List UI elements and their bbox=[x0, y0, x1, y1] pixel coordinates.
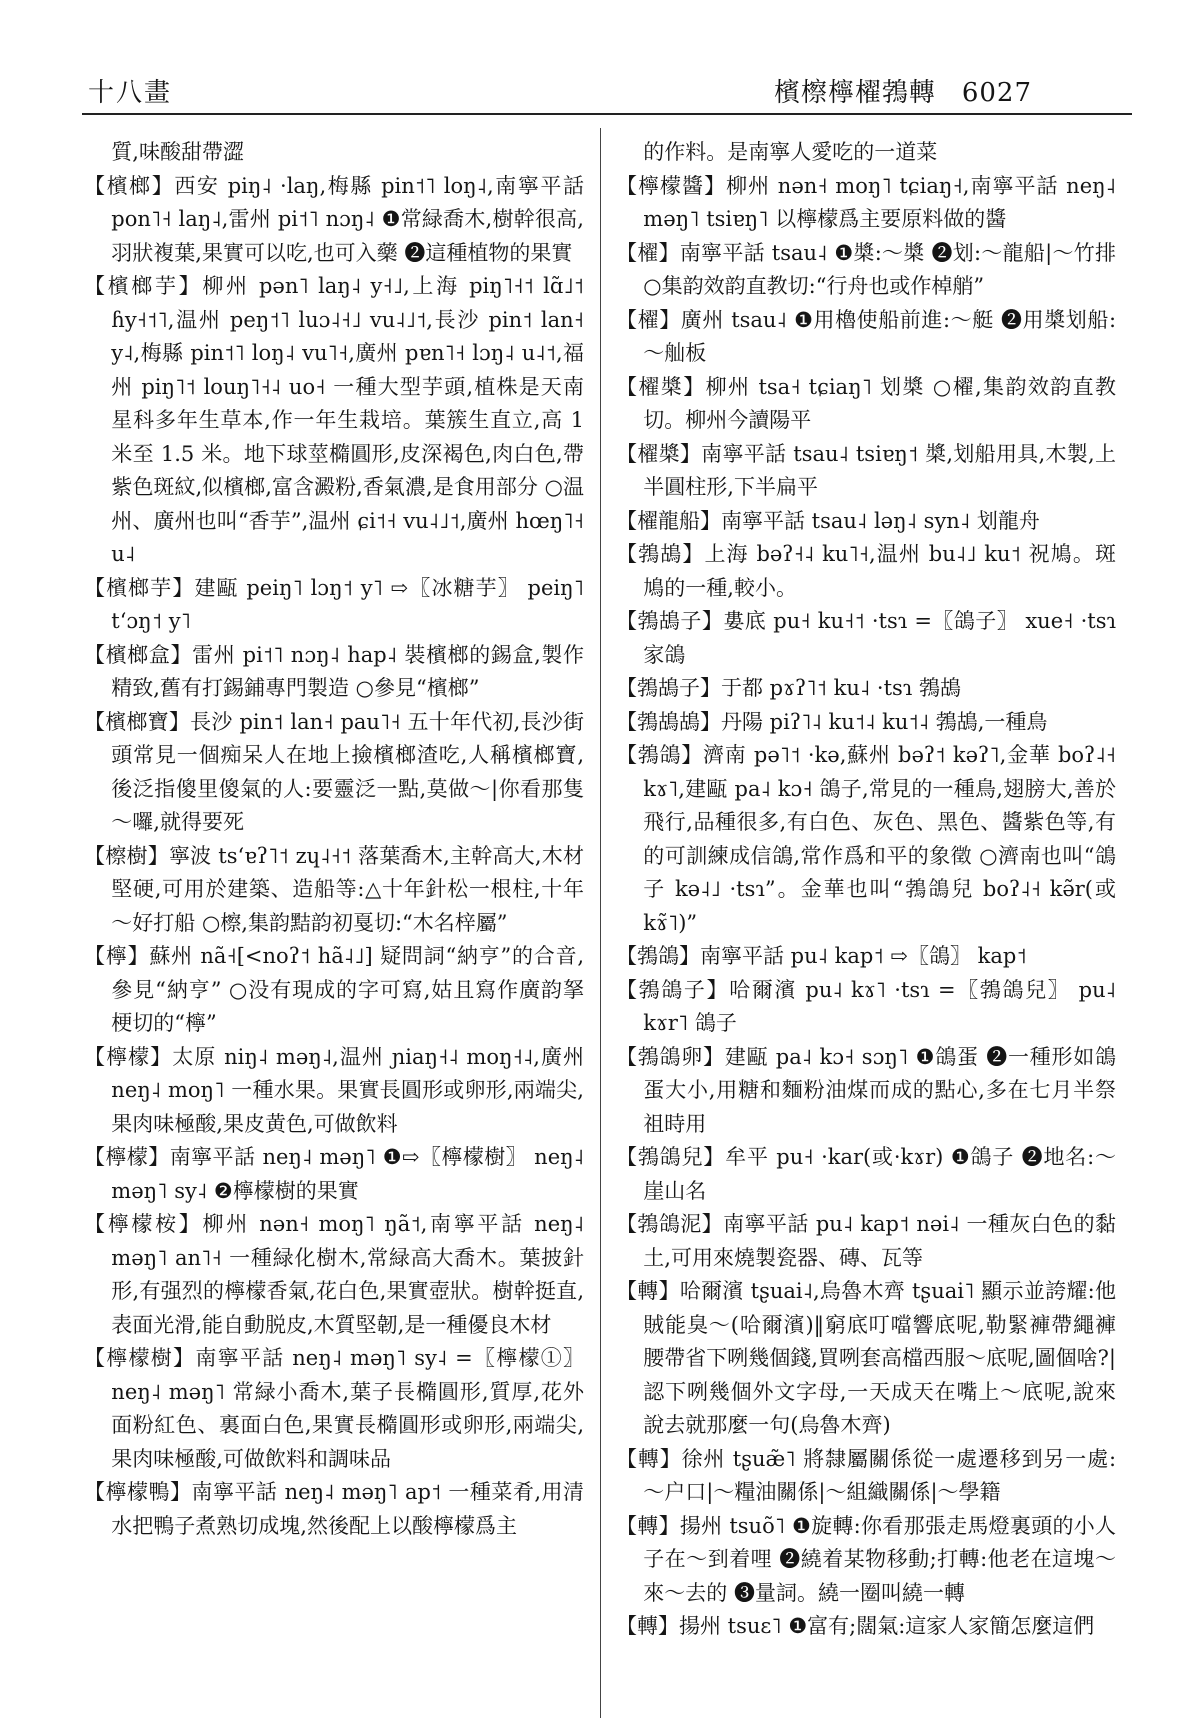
entry-definition: 哈爾濱 tʂuai˨,烏魯木齊 tʂuai˥ 顯示並誇耀:他賊能臭～(哈爾濱)‖窮底叮噹響底呢,勒緊褲帶繩褲腰帶省下咧幾個錢,買咧套高檔西服～底呢,圖個啥?|認下咧幾個外文字母,一天成天在嘴上～底呢,說來說去就那麼一句(烏魯木齊) bbox=[643, 1279, 1117, 1437]
dictionary-entry bbox=[84, 940, 584, 1041]
dictionary-entry bbox=[616, 505, 1116, 539]
entry-definition: 柳州 nən˧ moŋ˥ tɕiaŋ˧,南寧平話 neŋ˨ məŋ˥ tsiɐŋ˥ 以檸檬爲主要原料做的醬 bbox=[643, 173, 1117, 231]
right-column bbox=[616, 136, 1116, 1644]
entry-definition: 柳州 nən˧ moŋ˥ ŋã˦,南寧平話 neŋ˨ məŋ˥ an˥˧ 一種緑化樹木,常緑高大喬木。葉披針形,有强烈的檸檬香氣,花白色,果實壺狀。樹幹挺直,表面光滑,能自動脱皮,木質堅韌,是一種優良木材 bbox=[111, 1212, 585, 1337]
dictionary-entry bbox=[84, 639, 584, 706]
entry-headword: 【 檳榔芋 】 bbox=[84, 274, 202, 298]
dictionary-entry bbox=[616, 1208, 1116, 1275]
dictionary-entry bbox=[616, 739, 1116, 940]
entry-headword: 【 櫂 】 bbox=[616, 308, 681, 332]
header-characters: 檳檫檸櫂鵓轉 bbox=[773, 78, 936, 108]
entry-headword: 【 鵓鴣子 】 bbox=[616, 676, 721, 700]
entry-headword: 【 檸檬 】 bbox=[84, 1045, 172, 1069]
dictionary-entry bbox=[616, 1510, 1116, 1611]
dictionary-entry bbox=[84, 136, 584, 170]
entry-headword: 【 鵓鴿泥 】 bbox=[616, 1212, 723, 1236]
entry-headword: 【 櫂龍船 】 bbox=[616, 509, 721, 533]
dictionary-entry bbox=[616, 605, 1116, 672]
entry-headword: 【 檸檬醬 】 bbox=[616, 174, 726, 198]
entry-headword: 【 櫂槳 】 bbox=[616, 442, 701, 466]
entry-definition: 太原 niŋ˨ məŋ˨,温州 ɲiaŋ˧˨ moŋ˧˨,廣州 neŋ˨ moŋ˥ 一種水果。果實長圓形或卵形,兩端尖,果肉味極酸,果皮黄色,可做飲料 bbox=[111, 1044, 585, 1136]
dictionary-entry bbox=[616, 170, 1116, 237]
dictionary-entry bbox=[84, 1208, 584, 1342]
entry-definition: 建甌 pa˨ kɔ˧ sɔŋ˥ ❶鴿蛋 ❷一種形如鴿蛋大小,用糖和麵粉油煤而成的點心,多在七月半祭祖時用 bbox=[643, 1044, 1116, 1136]
entry-headword: 【 檸檬樹 】 bbox=[84, 1346, 195, 1370]
entry-definition: 于都 pɤʔ˥˦ ku˨ ·tsɿ 鵓鴣 bbox=[721, 676, 961, 700]
dictionary-entry bbox=[616, 1041, 1116, 1142]
dictionary-entry bbox=[616, 672, 1116, 706]
dictionary-entry bbox=[616, 438, 1116, 505]
entry-definition: 揚州 tsuõ˥ ❶旋轉:你看那張走馬燈裏頭的小人子在～到着哩 ❷繞着某物移動;打轉:他老在這塊～來～去的 ❸量詞。繞一圈叫繞一轉 bbox=[643, 1513, 1117, 1605]
dictionary-entry bbox=[616, 1610, 1116, 1644]
dictionary-entry bbox=[616, 371, 1116, 438]
dictionary-entry bbox=[84, 170, 584, 271]
entry-headword: 【 轉 】 bbox=[616, 1447, 682, 1471]
dictionary-entry bbox=[84, 706, 584, 840]
entry-definition: 南寧平話 pu˨ kap˦ nəi˨ 一種灰白色的黏土,可用來燒製瓷器、磚、瓦等 bbox=[643, 1212, 1117, 1270]
dictionary-entry bbox=[84, 1476, 584, 1543]
dictionary-entry bbox=[616, 940, 1116, 974]
dictionary-entry bbox=[84, 1141, 584, 1208]
entry-definition: 長沙 pin˦ lan˧ pau˥˧ 五十年代初,長沙街頭常見一個痴呆人在地上撿檳榔渣吃,人稱檳榔寶,後泛指傻里傻氣的人:要靈泛一點,莫做～|你看那隻～囉,就得要死 bbox=[111, 709, 585, 834]
dictionary-entry bbox=[616, 1275, 1116, 1443]
dictionary-entry bbox=[84, 572, 584, 639]
dictionary-entry bbox=[616, 237, 1116, 304]
entry-headword: 【 檳榔寶 】 bbox=[84, 710, 190, 734]
entry-definition: 質,味酸甜帶澀 bbox=[111, 140, 244, 164]
entry-definition: 的作料。是南寧人愛吃的一道菜 bbox=[643, 140, 938, 164]
entry-headword: 【 鵓鴿兒 】 bbox=[616, 1145, 725, 1169]
dictionary-entry bbox=[616, 136, 1116, 170]
entry-headword: 【 鵓鴣 】 bbox=[616, 542, 704, 566]
entry-definition: 丹陽 piʔ˥˨ ku˦˨ ku˦˨ 鵓鴣,一種鳥 bbox=[721, 709, 1048, 734]
entry-definition: 建甌 peiŋ˥ lɔŋ˦ y˥ ⇨〖冰糖芋〗 peiŋ˥ tʻɔŋ˦ y˥ bbox=[111, 575, 585, 633]
dictionary-entry bbox=[84, 840, 584, 941]
header-rule bbox=[82, 113, 1132, 115]
entry-headword: 【 轉 】 bbox=[616, 1614, 679, 1638]
entry-definition: 寧波 tsʻɐʔ˥˦ zɥ˨˧˦ 落葉喬木,主幹高大,木材堅硬,可用於建築、造船等:△十年針松一根柱,十年～好打船 ○檫,集韵黠韵初戛切:“木名梓屬” bbox=[111, 843, 585, 935]
entry-headword: 【 轉 】 bbox=[616, 1279, 680, 1303]
dictionary-entry bbox=[616, 538, 1116, 605]
entry-headword: 【 轉 】 bbox=[616, 1514, 680, 1538]
entry-definition: 柳州 tsa˧ tɕiaŋ˥ 划槳 ○櫂,集韵效韵直教切。柳州今讀陽平 bbox=[643, 374, 1117, 432]
entry-headword: 【 檸 】 bbox=[84, 944, 149, 968]
entry-definition: 牟平 pu˧ ·kar(或·kɤr) ❶鴿子 ❷地名:～崖山名 bbox=[643, 1145, 1117, 1203]
entry-definition: 柳州 pən˥ laŋ˨ y˧˩,上海 piŋ˥˧˦ lɑ̃˩˦ ɦy˧˦˥,温州 peŋ˦˥ luɔ˨˧˩ vu˨˩˦,長沙 pin˦ lan˧ y˨,梅縣 pin˦˥ loŋ˨ vu˥˧,廣州 pɐn˥˧ lɔŋ˨ u˨˦,福州 piŋ˥˦ louŋ˥˧˨ uo˧ 一種大型芋頭,植株是天南星科多年生草本,作一年生栽培。葉簇生直立,高 1 米至 1.5 米。地下球莖橢圓形,皮深褐色,肉白色,帶紫色斑紋,似檳榔,富含澱粉,香氣濃,是食用部分 ○温州、廣州也叫“香芋”,温州 ɕi˦˧ vu˨˩˦,廣州 hœŋ˥˧ u˨ bbox=[111, 274, 585, 566]
left-column bbox=[84, 136, 584, 1543]
dictionary-entry bbox=[84, 1342, 584, 1476]
entry-definition: 蘇州 nã˧[<noʔ˦ hã˨˩] 疑問詞“納亨”的合音,參見“納亨” ○没有現成的字可寫,姑且寫作廣韵拏梗切的“檸” bbox=[111, 944, 585, 1035]
entry-definition: 廣州 tsau˨ ❶用櫓使船前進:～艇 ❷用槳划船:～舢板 bbox=[643, 307, 1117, 365]
entry-headword: 【 檳榔盒 】 bbox=[84, 643, 192, 667]
entry-headword: 【 鵓鴿子 】 bbox=[616, 978, 729, 1002]
entry-headword: 【 檸檬 】 bbox=[84, 1145, 170, 1169]
dictionary-entry bbox=[616, 304, 1116, 371]
entry-definition: 南寧平話 tsau˨ ❶槳:～槳 ❷划:～龍船|～竹排 ○集韵效韵直教切:“行舟也或作棹艄” bbox=[643, 240, 1117, 298]
entry-headword: 【 檸檬鴨 】 bbox=[84, 1480, 191, 1504]
entry-headword: 【 檫樹 】 bbox=[84, 844, 169, 868]
dictionary-entry bbox=[616, 974, 1116, 1041]
entry-definition: 徐州 tʂuæ̃˥ 將隸屬關係從一處遷移到另一處:～户口|～糧油關係|～組織關係|～學籍 bbox=[643, 1446, 1117, 1504]
entry-headword: 【 檳榔芋 】 bbox=[84, 576, 194, 600]
entry-headword: 【 鵓鴣子 】 bbox=[616, 609, 723, 633]
entry-definition: 上海 bəʔ˧˨ ku˥˧,温州 bu˨˩ ku˦ 祝鳩。斑鳩的一種,較小。 bbox=[643, 542, 1116, 600]
dictionary-entry bbox=[616, 1141, 1116, 1208]
entry-definition: 南寧平話 pu˨ kap˦ ⇨〖鴿〗 kap˦ bbox=[700, 944, 1027, 968]
entry-headword: 【 櫂 】 bbox=[616, 241, 680, 265]
dictionary-entry bbox=[84, 270, 584, 572]
page-number: 6027 bbox=[961, 78, 1032, 108]
entry-definition: 南寧平話 tsau˨ tsiɐŋ˦ 槳,划船用具,木製,上半圓柱形,下半扁平 bbox=[643, 441, 1117, 499]
entry-definition: 南寧平話 neŋ˨ məŋ˥ ap˦ 一種菜肴,用清水把鴨子煮熟切成塊,然後配上以酸檸檬爲主 bbox=[111, 1480, 585, 1538]
column-divider bbox=[600, 128, 601, 1718]
entry-definition: 南寧平話 neŋ˨ məŋ˥ sy˨ =〖檸檬①〗 neŋ˨ məŋ˥ 常緑小喬木,葉子長橢圓形,質厚,花外面粉紅色、裏面白色,果實長橢圓形或卵形,兩端尖,果肉味極酸,可做飲料和調味品 bbox=[111, 1346, 585, 1471]
dictionary-entry bbox=[616, 1443, 1116, 1510]
entry-definition: 南寧平話 tsau˨ ləŋ˨ syn˨ 划龍舟 bbox=[721, 508, 1040, 533]
entry-headword: 【 鵓鴣鴣 】 bbox=[616, 710, 721, 734]
entry-headword: 【 鵓鴿 】 bbox=[616, 944, 700, 968]
section-header: 十八畫 bbox=[88, 78, 173, 108]
entry-headword: 【 檳榔 】 bbox=[84, 174, 174, 198]
entry-definition: 雷州 pi˦˥ nɔŋ˨ hap˨ 裝檳榔的錫盒,製作精致,舊有打錫鋪專門製造 ○參見“檳榔” bbox=[111, 642, 585, 700]
entry-definition: 南寧平話 neŋ˨ məŋ˥ ❶⇨〖檸檬樹〗 neŋ˨ məŋ˥ sy˨ ❷檸檬樹的果實 bbox=[111, 1145, 585, 1203]
entry-definition: 濟南 pə˥˦ ·kə,蘇州 bəʔ˦ kəʔ˥,金華 boʔ˨˧ kɤ˥,建甌 pa˨ kɔ˧ 鴿子,常見的一種鳥,翅膀大,善於飛行,品種很多,有白色、灰色、黑色、醬紫色等,有的可訓練成信鴿,常作爲和平的象徵 ○濟南也叫“鴿子 kə˨˩ ·tsɿ”。金華也叫“鵓鴿兒 boʔ˨˧ kə̃r(或kɤ̃˥)” bbox=[643, 743, 1117, 935]
entry-definition: 哈爾濱 pu˨ kɤ˥ ·tsɿ =〖鵓鴿兒〗 pu˨ kɤr˥ 鴿子 bbox=[643, 977, 1117, 1035]
entry-definition: 西安 piŋ˨ ·laŋ,梅縣 pin˦˥ loŋ˨,南寧平話 pon˥˧ laŋ˨,雷州 pi˦˥ nɔŋ˨ ❶常緑喬木,樹幹很高,羽狀複葉,果實可以吃,也可入藥 ❷這種植物的果實 bbox=[111, 173, 584, 265]
entry-definition: 婁底 pu˧ ku˧˦ ·tsɿ =〖鴿子〗 xue˧ ·tsɿ 家鴿 bbox=[643, 609, 1117, 667]
running-header bbox=[774, 72, 1032, 109]
entry-headword: 【 鵓鴿卵 】 bbox=[616, 1045, 725, 1069]
entry-definition: 揚州 tsuɛ˥ ❶富有;闊氣:這家人家簡怎麼這們 bbox=[679, 1614, 1095, 1638]
entry-headword: 【 檸檬桉 】 bbox=[84, 1212, 203, 1236]
dictionary-entry bbox=[84, 1041, 584, 1142]
entry-headword: 【 櫂槳 】 bbox=[616, 375, 706, 399]
dictionary-entry bbox=[616, 706, 1116, 740]
entry-headword: 【 鵓鴿 】 bbox=[616, 743, 703, 767]
